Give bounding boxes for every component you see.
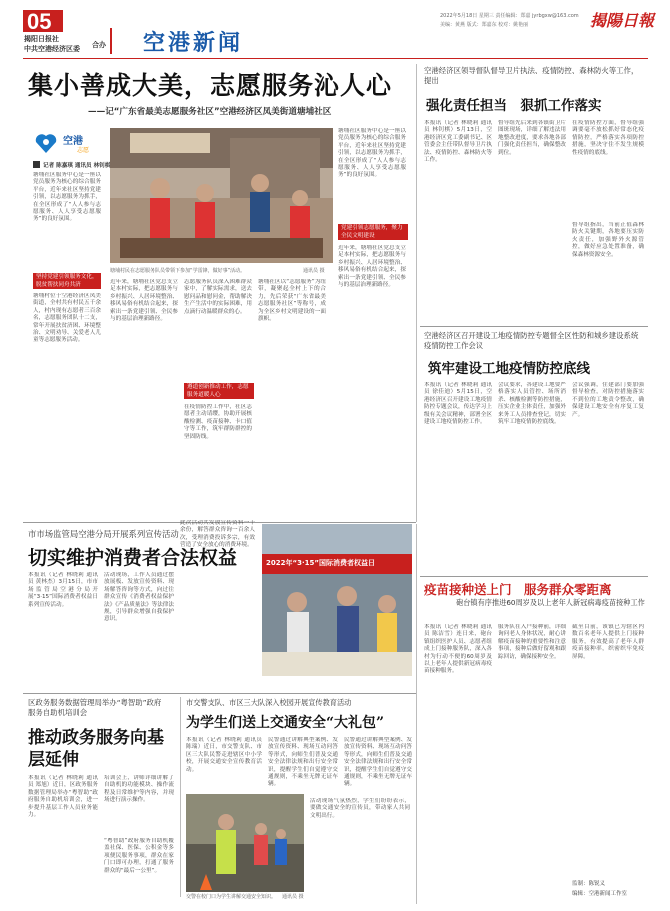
lead-body-col5-b: 近年来，塘埔社区党总支立足本村实际，把志愿服务与乡村振兴、人居环境整治、移风易俗有机结合起来，探索出一条党建引领、全民参与的基层治理新路径。	[338, 245, 406, 289]
rt-body-4: 督导组指出，当前正值森林防火关键期，各地要压实防火责任，加强野外火源管控，做好应急处置准备，确保森林资源安全。	[572, 222, 644, 258]
bl-rule-top	[23, 693, 416, 694]
lead-logo	[33, 130, 103, 156]
bm-headline: 为学生们送上交通安全“大礼包”	[186, 715, 385, 731]
rm-body-1: 本报讯（记者 林晓莉 通讯员 徐佳迪）5月15日，空港经济区召开建设工地疫情防控专题会议，传达学习上级有关会议精神，部署全区建设工地疫情防控工作。	[424, 382, 492, 426]
bm-body-2: 民警通过讲解典型案例、发放宣传资料、现场互动问答等形式，向师生们普及交通安全法律法规和出行安全常识，提醒学生们自觉遵守交通规则，不乘坐无牌无证车辆。	[268, 737, 338, 788]
editor-line-2: 编辑：空港新闻工作室	[572, 891, 628, 897]
bl-body-1: 本报讯（记者 林晓莉 通讯员 郑旭）近日，区政务服务数据管理局举办“粤智助”政府服务自助机培训会，进一步提升基层工作人员业务能力。	[28, 775, 98, 819]
rm-headline: 筑牢建设工地疫情防控底线	[428, 361, 590, 377]
logo-small-text: 志愿	[77, 147, 90, 154]
bl-kicker: 区政务服务数据管理局举办“粤智助”政府服务自助机培训会	[28, 698, 162, 717]
lead-sub3: 遵道创新推动工作，志愿服务道暖人心	[184, 383, 254, 399]
lead-sub1: 坚持党建引领服务文化，脱贫帮扶同舟共济	[33, 273, 101, 289]
rm-body-2: 会议要求，各建设工地要严格落实人员管控、场所消杀、核酸检测等防控措施，压实企业主体责任，加强外来务工人员排查登记，切实筑牢工地疫情防控底线。	[498, 382, 566, 426]
editor-line: 监制：陈锐义	[572, 881, 606, 887]
section-left-3: 合办	[92, 41, 106, 49]
lead-body-col1-a: 塘埔社区服务中心是一座以党员服务为核心的综合服务平台，近年来社区坚持党建引领，以志愿服务为抓手，在全区形成了“人人参与志愿服务、人人享受志愿服务”的良好氛围。	[33, 172, 101, 223]
bm-kicker: 市交警支队、市区三大队深入校园开展宣传教育活动	[186, 698, 352, 707]
page-number: 05	[27, 9, 52, 34]
rt-rule	[420, 326, 648, 327]
bl-divider	[180, 697, 181, 897]
rt-body-3: 在疫情防控方面，督导组强调要毫不放松抓好常态化疫情防控，严格落实各项防控措施，坚决守住不发生规模性疫情的底线。	[572, 120, 644, 156]
ml-body-3: 此次活动共发放宣传资料一千余份，解答群众咨询一百余人次，受理消费投诉多宗，有效营造了安全放心的消费环境。	[180, 520, 255, 549]
volunteers-photo	[110, 128, 333, 263]
lead-body-col1-b: 塘埔村位于空港经济区凤美街道，全村共有村民五千余人，村内现有志愿者三百余名，志愿服务团队十二支，常年开展扶贫济困、环境整治、文明劝导、关爱老人儿童等志愿服务活动。	[33, 293, 101, 344]
bottom-right-divider	[416, 524, 417, 904]
ml-photo-banner: 2022年“3·15”国际消费者权益日	[266, 559, 375, 567]
bl-headline: 推动政务服务向基层延伸	[28, 728, 164, 770]
rb-body-3: 截至目前，该镇已为辖区内数百名老年人提供上门接种服务，有效提高了老年人群疫苗接种率，织密织牢免疫屏障。	[572, 624, 644, 660]
rt-kicker: 空港经济区领导督队督导卫片执法、疫情防控、森林防火等工作，提出	[424, 66, 639, 85]
rb-subhead: 砲台镇有序推进60周岁及以上老年人新冠病毒疫苗接种工作	[456, 598, 645, 607]
lead-sub2: 党建引领志愿服务，聚力全民文明建设	[338, 224, 408, 240]
bm-photo	[186, 794, 304, 892]
bm-body-1: 本报讯（记者 林晓莉 通讯员 陈瑞）近日，市交警支队、市区三大队民警走进辖区中小学校，开展交通安全宣传教育活动。	[186, 737, 262, 773]
rm-rule	[420, 576, 648, 577]
rm-body-3: 会议强调，住建部门要加强督导检查，对防控措施落实不到位的工地责令整改，确保建设工地安全有序复工复产。	[572, 382, 644, 418]
lead-body-col4: 塘埔社区以“志愿服务”为纽带，凝聚起全村上下的合力，先后荣获“广东省最美志愿服务社区”等称号，成为全区乡村文明建设的一面旗帜。	[258, 279, 326, 323]
volunteer-heart-icon	[33, 130, 59, 156]
lead-right-divider	[416, 64, 417, 522]
newspaper-logo: 揭陽日報	[590, 11, 655, 30]
bm-photographer: 通讯员 摄	[282, 894, 304, 900]
bm-body-4: 民警通过讲解典型案例、发放宣传资料、现场互动问答等形式，向师生们普及交通安全法律法规和出行安全常识，提醒学生们自觉遵守交通规则，不乘坐无牌无证车辆。	[344, 737, 412, 788]
section-left-1: 揭阳日报社	[24, 35, 59, 43]
lead-headline: 集小善成大美，志愿服务沁人心	[28, 71, 393, 100]
lead-subhead: ——记“广东省最美志愿服务社区”空港经济区凤美街道塘埔社区	[88, 107, 332, 117]
date-line: 2022年5月18日 星期三 责任编辑：郑嘉 jyrbgxw@163.com	[440, 13, 579, 19]
lead-byline: 记者 陈嘉琪 通讯员 林钊棋	[43, 163, 111, 169]
rb-body-1: 本报讯（记者 林晓莉 通讯员 陈洁雪）连日来，砲台镇组织医护人员、志愿者组成上门接种服务队，深入各村为行动不便的60周岁及以上老年人提供新冠病毒疫苗接种服务。	[424, 624, 492, 675]
ml-kicker: 市市场监管局空港分局开展系列宣传活动	[28, 529, 179, 539]
ml-body-1: 本报讯（记者 林晓莉 通讯员 黄林杰）3月15日，市市场监管局空港分局开展“3·15”国际消费者权益日系列宣传活动。	[28, 572, 98, 608]
masthead-rule	[23, 58, 648, 59]
lead-body-col3-b: 在疫情防控工作中，社区志愿者主动请缨，协助开展核酸检测、疫苗接种、卡口值守等工作，筑牢群防群控的坚固防线。	[184, 404, 252, 440]
rb-body-2: 服务队在入户接种前，详细询问老人身体状况，耐心讲解疫苗接种的重要性和注意事项，接种后做好留观和跟踪回访，确保接种安全。	[498, 624, 566, 660]
lead-photo-caption: 塘埔村民在志愿服务队员带领下参加“学雷锋，做好事”活动。	[110, 268, 246, 274]
lead-byline-box	[33, 161, 40, 168]
lead-photo	[110, 128, 333, 263]
rm-kicker: 空港经济区召开建设工地疫情防控专题督全区性防和城乡建设系统疫情防控工作会议	[424, 331, 639, 350]
rb-headline: 疫苗接种送上门 服务群众零距离	[424, 582, 612, 597]
traffic-police-photo	[186, 794, 304, 892]
section-title: 空港新闻	[143, 31, 244, 56]
section-left-2: 中共空港经济区委	[24, 45, 80, 53]
rt-body-1: 本报讯（记者 林晓莉 通讯员 林钊棋）5月13日，空港经济区党工委副书记、区管委会主任带队督导卫片执法、疫情防控、森林防火等工作。	[424, 120, 492, 164]
ml-photo	[262, 524, 412, 676]
bl-body-3: “粤智助”政府服务自助机覆盖社保、医保、公积金等多项便民服务事项，群众在家门口即可办理，打通了服务群众的“最后一公里”。	[104, 838, 174, 874]
date-line-2: 美编：黄燕 版式：郑嘉东 校对：姚艳丽	[440, 22, 529, 28]
lead-photographer: 通讯员 摄	[303, 268, 325, 274]
ml-headline: 切实维护消费者合法权益	[28, 547, 238, 569]
lead-body-col5-a: 塘埔社区服务中心是一座以党员服务为核心的综合服务平台，近年来社区坚持党建引领，以志愿服务为抓手，在全区形成了“人人参与志愿服务、人人享受志愿服务”的良好氛围。	[338, 128, 406, 179]
bm-photo-caption: 交警在校门口为学生讲解交通安全知识。	[186, 894, 276, 900]
rt-headline: 强化责任担当 狠抓工作落实	[426, 98, 602, 114]
consumer-event-photo	[262, 524, 412, 676]
bl-body-2: 培训会上，讲师详细讲解了自助机的功能模块、操作流程及日常维护等内容，并现场进行演示操作。	[104, 775, 174, 804]
lead-body-col3: 志愿服务队员深入困难群众家中，了解实际需求，送去慰问品和慰问金，帮助解决生产生活中的实际困难，用点滴行动温暖群众的心。	[184, 279, 252, 315]
logo-big-text: 空港	[63, 136, 83, 147]
rt-body-2: 督导组先后来到各镇街卫片图斑现场，详细了解违法用地整改进度，要求各地各部门强化责任担当，确保整改到位。	[498, 120, 566, 156]
ml-body-2: 活动现场，工作人员通过摆放展板、发放宣传资料、现场解答咨询等方式，向过往群众宣传《消费者权益保护法》《产品质量法》等法律法规，引导群众增强自我保护意识。	[104, 572, 174, 623]
masthead-divider	[110, 28, 112, 54]
lead-body-col2: 近年来，塘埔社区党总支立足本村实际，把志愿服务与乡村振兴、人居环境整治、移风易俗有机结合起来，探索出一条党建引领、全民参与的基层治理新路径。	[110, 279, 178, 323]
bm-body-3: 活动现场气氛热烈，学生们纷纷表示，要做交通安全的宣传员，带动家人共同文明出行。	[310, 798, 410, 819]
